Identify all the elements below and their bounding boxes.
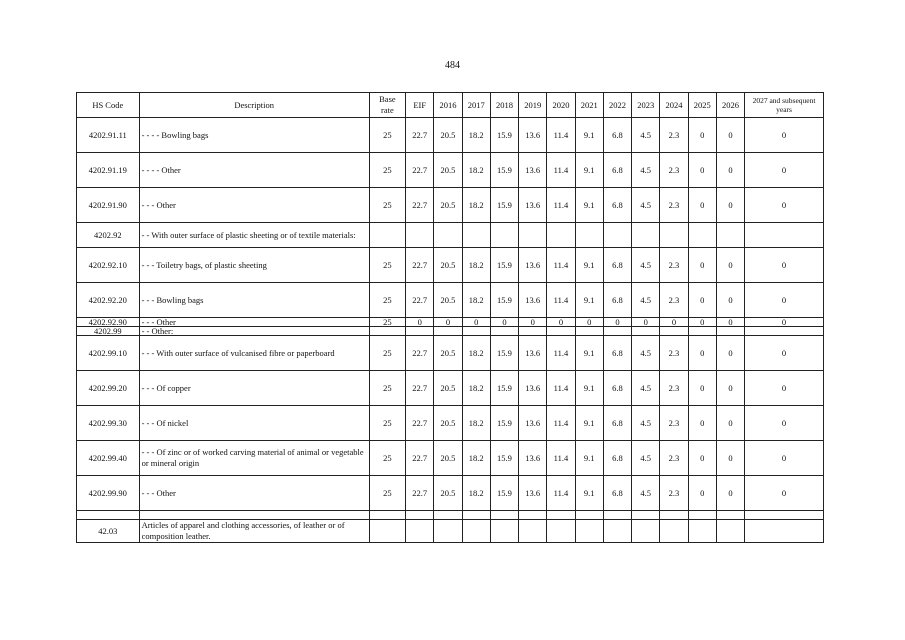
rate-cell: 0: [462, 318, 490, 327]
column-header: 2024: [660, 93, 688, 118]
rate-cell: 6.8: [603, 406, 631, 441]
rate-cell: 0: [716, 318, 744, 327]
rate-cell: 11.4: [547, 371, 575, 406]
hs-code-cell: 4202.99.20: [77, 371, 140, 406]
rate-cell: [406, 327, 434, 336]
table-row: [77, 118, 824, 153]
table-row: [77, 153, 824, 188]
rate-cell: [632, 511, 660, 520]
rate-cell: 0: [688, 318, 716, 327]
rate-cell: 13.6: [519, 153, 547, 188]
rate-cell: 0: [745, 336, 824, 371]
rate-cell: 11.4: [547, 476, 575, 511]
rate-cell: 15.9: [490, 283, 518, 318]
column-header: Base rate: [369, 93, 405, 118]
rate-cell: 15.9: [490, 441, 518, 476]
description-cell: - - Other:: [139, 327, 369, 336]
rate-cell: 20.5: [434, 406, 462, 441]
rate-cell: [490, 511, 518, 520]
rate-cell: 4.5: [632, 371, 660, 406]
rate-cell: [462, 327, 490, 336]
rate-cell: [688, 511, 716, 520]
rate-cell: 0: [716, 248, 744, 283]
rate-cell: [716, 520, 744, 543]
rate-cell: 20.5: [434, 336, 462, 371]
column-header: HS Code: [77, 93, 140, 118]
rate-cell: 18.2: [462, 188, 490, 223]
rate-cell: 2.3: [660, 371, 688, 406]
rate-cell: 20.5: [434, 248, 462, 283]
base-rate-cell: 25: [369, 283, 405, 318]
rate-cell: 11.4: [547, 153, 575, 188]
rate-cell: 9.1: [575, 153, 603, 188]
rate-cell: 13.6: [519, 406, 547, 441]
rate-cell: 2.3: [660, 153, 688, 188]
hs-code-cell: 4202.91.90: [77, 188, 140, 223]
rate-cell: 0: [745, 283, 824, 318]
description-cell: - - - - Other: [139, 153, 369, 188]
hs-code-cell: 4202.91.11: [77, 118, 140, 153]
rate-cell: 11.4: [547, 336, 575, 371]
rate-cell: 22.7: [406, 476, 434, 511]
rate-cell: [490, 223, 518, 248]
base-rate-cell: 25: [369, 248, 405, 283]
rate-cell: [462, 223, 490, 248]
column-header: 2027 and subsequent years: [745, 93, 824, 118]
table-row: [77, 248, 824, 283]
table-row: [77, 336, 824, 371]
hs-code-cell: 4202.92.20: [77, 283, 140, 318]
rate-cell: 11.4: [547, 248, 575, 283]
rate-cell: 9.1: [575, 248, 603, 283]
rate-cell: [406, 223, 434, 248]
rate-cell: 11.4: [547, 188, 575, 223]
rate-cell: 13.6: [519, 118, 547, 153]
rate-cell: [547, 327, 575, 336]
rate-cell: [462, 520, 490, 543]
rate-cell: [547, 223, 575, 248]
rate-cell: 9.1: [575, 476, 603, 511]
rate-cell: [716, 511, 744, 520]
hs-code-cell: 4202.92.90: [77, 318, 140, 327]
rate-cell: [490, 327, 518, 336]
rate-cell: 0: [716, 476, 744, 511]
rate-cell: 0: [547, 318, 575, 327]
table-row: [77, 327, 824, 336]
rate-cell: 22.7: [406, 248, 434, 283]
rate-cell: 6.8: [603, 336, 631, 371]
rate-cell: [716, 327, 744, 336]
rate-cell: 15.9: [490, 153, 518, 188]
rate-cell: 0: [716, 188, 744, 223]
rate-cell: 2.3: [660, 188, 688, 223]
rate-cell: 0: [688, 406, 716, 441]
rate-cell: 22.7: [406, 406, 434, 441]
rate-cell: [603, 520, 631, 543]
rate-cell: 0: [716, 118, 744, 153]
rate-cell: 0: [519, 318, 547, 327]
rate-cell: 2.3: [660, 406, 688, 441]
rate-cell: [688, 520, 716, 543]
rate-cell: 18.2: [462, 476, 490, 511]
rate-cell: [603, 327, 631, 336]
rate-cell: 9.1: [575, 188, 603, 223]
rate-cell: 13.6: [519, 336, 547, 371]
table-row: [77, 283, 824, 318]
rate-cell: 0: [434, 318, 462, 327]
rate-cell: 22.7: [406, 336, 434, 371]
rate-cell: [575, 223, 603, 248]
rate-cell: 2.3: [660, 441, 688, 476]
rate-cell: 13.6: [519, 283, 547, 318]
rate-cell: 13.6: [519, 188, 547, 223]
rate-cell: [434, 520, 462, 543]
rate-cell: 22.7: [406, 153, 434, 188]
rate-cell: 4.5: [632, 248, 660, 283]
base-rate-cell: [369, 327, 405, 336]
rate-cell: [716, 223, 744, 248]
description-cell: - - - With outer surface of vulcanised fibre or paperboard: [139, 336, 369, 371]
description-cell: - - - Bowling bags: [139, 283, 369, 318]
rate-cell: 20.5: [434, 153, 462, 188]
tariff-table: [76, 92, 824, 543]
column-header: 2021: [575, 93, 603, 118]
rate-cell: 18.2: [462, 441, 490, 476]
description-cell: - - With outer surface of plastic sheeting or of textile materials:: [139, 223, 369, 248]
rate-cell: 2.3: [660, 118, 688, 153]
rate-cell: 18.2: [462, 283, 490, 318]
rate-cell: [603, 511, 631, 520]
description-cell: - - - Of nickel: [139, 406, 369, 441]
description-cell: - - - Other: [139, 188, 369, 223]
rate-cell: 0: [745, 188, 824, 223]
rate-cell: 0: [716, 406, 744, 441]
rate-cell: 9.1: [575, 336, 603, 371]
rate-cell: [519, 520, 547, 543]
rate-cell: [490, 520, 518, 543]
rate-cell: 18.2: [462, 336, 490, 371]
rate-cell: [575, 511, 603, 520]
table-row: [77, 511, 824, 520]
hs-code-cell: 4202.99.30: [77, 406, 140, 441]
rate-cell: [660, 511, 688, 520]
rate-cell: [745, 223, 824, 248]
rate-cell: 0: [745, 248, 824, 283]
base-rate-cell: 25: [369, 476, 405, 511]
base-rate-cell: 25: [369, 118, 405, 153]
rate-cell: 0: [660, 318, 688, 327]
rate-cell: 22.7: [406, 371, 434, 406]
hs-code-cell: 42.03: [77, 520, 140, 543]
rate-cell: 13.6: [519, 371, 547, 406]
table-header-row: [77, 93, 824, 118]
column-header: 2022: [603, 93, 631, 118]
hs-code-cell: [77, 511, 140, 520]
rate-cell: 0: [688, 476, 716, 511]
rate-cell: 9.1: [575, 283, 603, 318]
rate-cell: [660, 520, 688, 543]
hs-code-cell: 4202.99: [77, 327, 140, 336]
rate-cell: 20.5: [434, 188, 462, 223]
rate-cell: 4.5: [632, 118, 660, 153]
column-header: 2016: [434, 93, 462, 118]
rate-cell: 9.1: [575, 441, 603, 476]
rate-cell: 6.8: [603, 476, 631, 511]
rate-cell: 0: [745, 441, 824, 476]
column-header: 2025: [688, 93, 716, 118]
rate-cell: 0: [745, 371, 824, 406]
rate-cell: [547, 520, 575, 543]
rate-cell: 20.5: [434, 476, 462, 511]
rate-cell: 4.5: [632, 188, 660, 223]
description-cell: - - - Of copper: [139, 371, 369, 406]
rate-cell: 20.5: [434, 283, 462, 318]
column-header: 2017: [462, 93, 490, 118]
page-number: 484: [445, 60, 460, 71]
rate-cell: [660, 223, 688, 248]
rate-cell: 4.5: [632, 336, 660, 371]
rate-cell: 0: [688, 248, 716, 283]
rate-cell: [434, 511, 462, 520]
rate-cell: 4.5: [632, 441, 660, 476]
table-body: [77, 118, 824, 543]
rate-cell: 2.3: [660, 476, 688, 511]
rate-cell: [745, 511, 824, 520]
column-header: EIF: [406, 93, 434, 118]
rate-cell: 15.9: [490, 248, 518, 283]
rate-cell: [519, 327, 547, 336]
hs-code-cell: 4202.99.90: [77, 476, 140, 511]
rate-cell: [406, 520, 434, 543]
rate-cell: 0: [603, 318, 631, 327]
description-cell: - - - Other: [139, 318, 369, 327]
rate-cell: 11.4: [547, 441, 575, 476]
base-rate-cell: 25: [369, 153, 405, 188]
rate-cell: 0: [716, 371, 744, 406]
rate-cell: 0: [575, 318, 603, 327]
rate-cell: 15.9: [490, 188, 518, 223]
rate-cell: 0: [688, 153, 716, 188]
base-rate-cell: 25: [369, 406, 405, 441]
column-header: 2018: [490, 93, 518, 118]
base-rate-cell: [369, 511, 405, 520]
rate-cell: 22.7: [406, 283, 434, 318]
rate-cell: [575, 520, 603, 543]
rate-cell: 0: [745, 406, 824, 441]
rate-cell: 0: [688, 371, 716, 406]
rate-cell: 6.8: [603, 441, 631, 476]
rate-cell: 4.5: [632, 476, 660, 511]
rate-cell: 13.6: [519, 441, 547, 476]
rate-cell: [745, 520, 824, 543]
base-rate-cell: 25: [369, 371, 405, 406]
rate-cell: 20.5: [434, 118, 462, 153]
rate-cell: [575, 327, 603, 336]
column-header: Description: [139, 93, 369, 118]
table-row: [77, 318, 824, 327]
rate-cell: 6.8: [603, 153, 631, 188]
rate-cell: 0: [688, 441, 716, 476]
rate-cell: 18.2: [462, 406, 490, 441]
rate-cell: 11.4: [547, 283, 575, 318]
description-cell: - - - Other: [139, 476, 369, 511]
rate-cell: [660, 327, 688, 336]
rate-cell: 4.5: [632, 283, 660, 318]
rate-cell: 22.7: [406, 118, 434, 153]
description-cell: - - - Of zinc or of worked carving material of animal or vegetable or mineral origin: [139, 441, 369, 476]
rate-cell: 18.2: [462, 118, 490, 153]
rate-cell: 15.9: [490, 371, 518, 406]
rate-cell: 0: [688, 118, 716, 153]
rate-cell: 9.1: [575, 406, 603, 441]
rate-cell: 15.9: [490, 476, 518, 511]
hs-code-cell: 4202.99.40: [77, 441, 140, 476]
rate-cell: [688, 223, 716, 248]
base-rate-cell: 25: [369, 188, 405, 223]
description-cell: Articles of apparel and clothing accessories, of leather or of composition leather.: [139, 520, 369, 543]
rate-cell: 2.3: [660, 336, 688, 371]
rate-cell: 0: [688, 336, 716, 371]
rate-cell: 18.2: [462, 371, 490, 406]
rate-cell: 22.7: [406, 441, 434, 476]
description-cell: [139, 511, 369, 520]
rate-cell: [434, 223, 462, 248]
rate-cell: [406, 511, 434, 520]
rate-cell: 15.9: [490, 406, 518, 441]
rate-cell: [519, 511, 547, 520]
column-header: 2020: [547, 93, 575, 118]
rate-cell: 6.8: [603, 371, 631, 406]
column-header: 2019: [519, 93, 547, 118]
rate-cell: 20.5: [434, 371, 462, 406]
table-row: [77, 476, 824, 511]
rate-cell: 15.9: [490, 118, 518, 153]
rate-cell: [632, 223, 660, 248]
rate-cell: [434, 327, 462, 336]
rate-cell: [632, 520, 660, 543]
rate-cell: 6.8: [603, 283, 631, 318]
hs-code-cell: 4202.91.19: [77, 153, 140, 188]
rate-cell: [603, 223, 631, 248]
hs-code-cell: 4202.92: [77, 223, 140, 248]
hs-code-cell: 4202.99.10: [77, 336, 140, 371]
rate-cell: 15.9: [490, 336, 518, 371]
rate-cell: 0: [745, 118, 824, 153]
rate-cell: 6.8: [603, 118, 631, 153]
table-row: [77, 188, 824, 223]
table-row: [77, 406, 824, 441]
rate-cell: [745, 327, 824, 336]
rate-cell: 0: [745, 318, 824, 327]
base-rate-cell: [369, 520, 405, 543]
rate-cell: 4.5: [632, 153, 660, 188]
rate-cell: 0: [632, 318, 660, 327]
description-cell: - - - - Bowling bags: [139, 118, 369, 153]
rate-cell: 4.5: [632, 406, 660, 441]
table-row: [77, 520, 824, 543]
rate-cell: [632, 327, 660, 336]
rate-cell: 6.8: [603, 188, 631, 223]
rate-cell: 20.5: [434, 441, 462, 476]
rate-cell: 0: [745, 476, 824, 511]
rate-cell: 18.2: [462, 248, 490, 283]
rate-cell: 2.3: [660, 283, 688, 318]
rate-cell: [462, 511, 490, 520]
rate-cell: 0: [716, 441, 744, 476]
rate-cell: 22.7: [406, 188, 434, 223]
rate-cell: 13.6: [519, 476, 547, 511]
rate-cell: 0: [716, 336, 744, 371]
rate-cell: 0: [406, 318, 434, 327]
rate-cell: [688, 327, 716, 336]
base-rate-cell: 25: [369, 441, 405, 476]
rate-cell: 11.4: [547, 406, 575, 441]
description-cell: - - - Toiletry bags, of plastic sheeting: [139, 248, 369, 283]
table-row: [77, 441, 824, 476]
rate-cell: 0: [716, 153, 744, 188]
rate-cell: 6.8: [603, 248, 631, 283]
column-header: 2023: [632, 93, 660, 118]
rate-cell: 9.1: [575, 371, 603, 406]
base-rate-cell: 25: [369, 336, 405, 371]
rate-cell: 0: [688, 283, 716, 318]
column-header: 2026: [716, 93, 744, 118]
table-row: [77, 371, 824, 406]
rate-cell: 13.6: [519, 248, 547, 283]
base-rate-cell: 25: [369, 318, 405, 327]
rate-cell: 0: [688, 188, 716, 223]
rate-cell: 0: [490, 318, 518, 327]
rate-cell: [519, 223, 547, 248]
table-row: [77, 223, 824, 248]
base-rate-cell: [369, 223, 405, 248]
rate-cell: 0: [745, 153, 824, 188]
rate-cell: [547, 511, 575, 520]
rate-cell: 2.3: [660, 248, 688, 283]
rate-cell: 11.4: [547, 118, 575, 153]
rate-cell: 0: [716, 283, 744, 318]
hs-code-cell: 4202.92.10: [77, 248, 140, 283]
rate-cell: 18.2: [462, 153, 490, 188]
rate-cell: 9.1: [575, 118, 603, 153]
